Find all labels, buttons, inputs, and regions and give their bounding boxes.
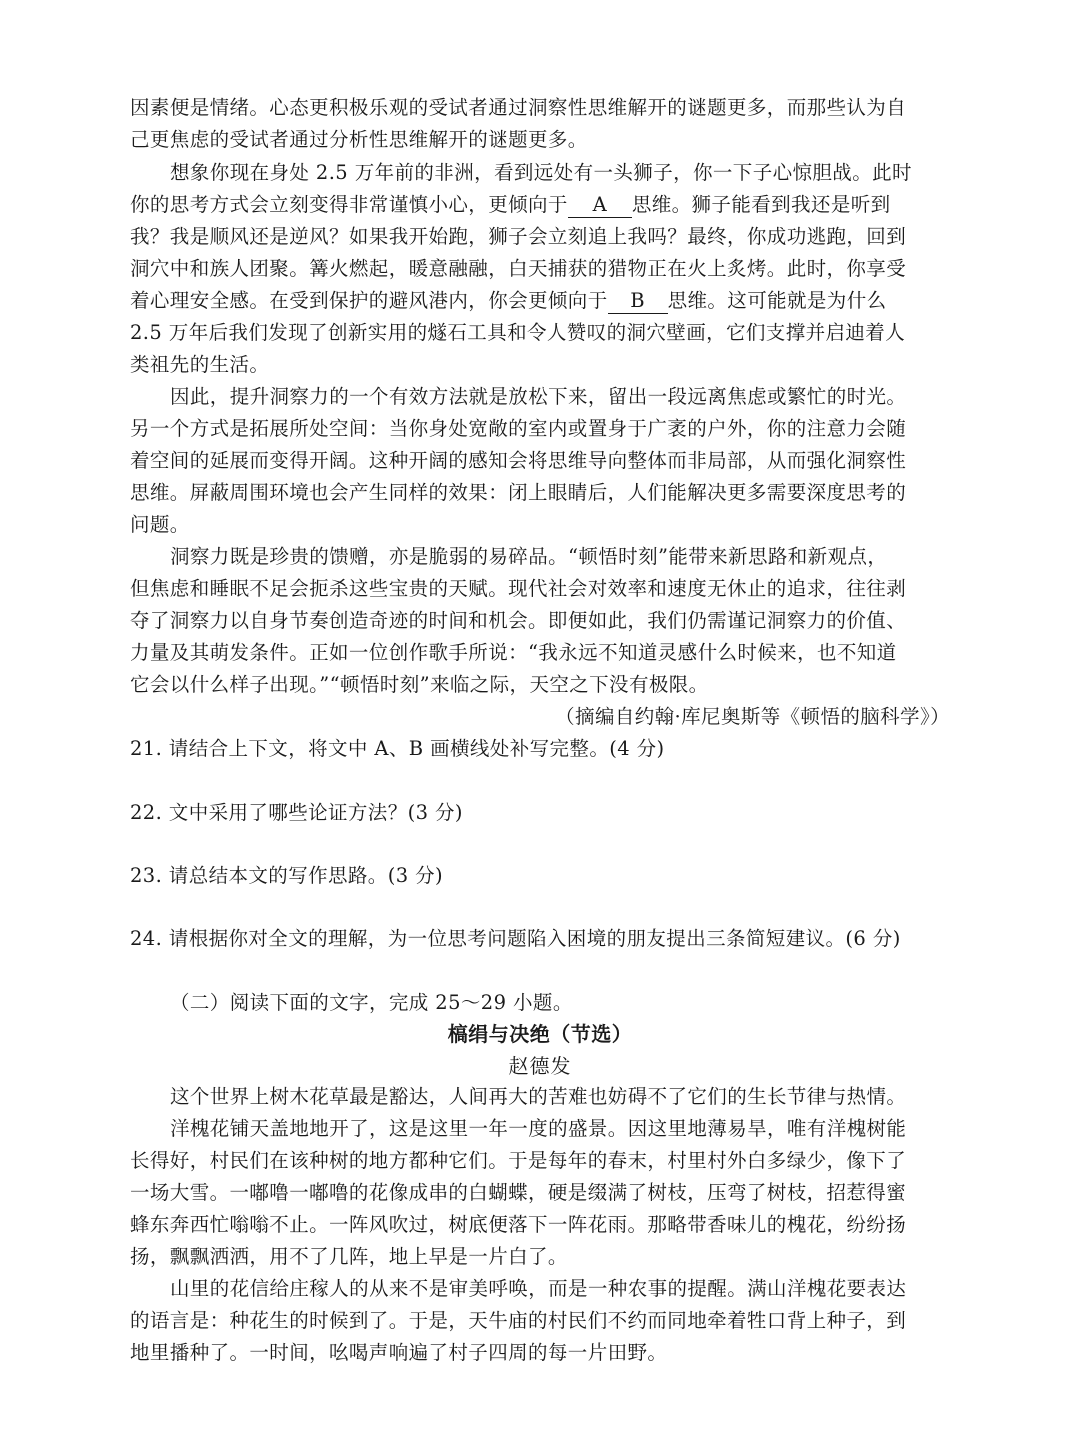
source-citation: （摘编自约翰·库尼奥斯等《顿悟的脑科学》）	[555, 705, 950, 728]
passage-line: 山里的花信给庄稼人的从来不是审美呼唤，而是一种农事的提醒。满山洋槐花要表达	[170, 1277, 907, 1300]
passage-line: 着空间的延展而变得开阔。这种开阔的感知会将思维导向整体而非局部，从而强化洞察性	[130, 449, 907, 472]
passage-line: 长得好，村民们在该种树的地方都种它们。于是每年的春末，村里村外白多绿少，像下了	[130, 1149, 907, 1172]
passage-author: 赵德发	[508, 1054, 572, 1078]
passage-line: 洞穴中和族人团聚。篝火燃起，暖意融融，白天捕获的猎物正在火上炙烤。此时，你享受	[130, 257, 907, 280]
passage-line: 另一个方式是拓展所处空间：当你身处宽敞的室内或置身于广袤的户外，你的注意力会随	[130, 417, 907, 440]
passage-line: 我？我是顺风还是逆风？如果我开始跑，狮子会立刻追上我吗？最终，你成功逃跑，回到	[130, 225, 907, 248]
passage-line: 因此，提升洞察力的一个有效方法就是放松下来，留出一段远离焦虑或繁忙的时光。	[170, 385, 907, 408]
passage-line: 但焦虑和睡眠不足会扼杀这些宝贵的天赋。现代社会对效率和速度无休止的追求，往往剥	[130, 577, 907, 600]
question-21: 21. 请结合上下文，将文中 A、B 画横线处补写完整。(4 分)	[130, 737, 665, 760]
passage-text: 思维。狮子能看到我还是听到	[631, 193, 891, 216]
passage-line: 它会以什么样子出现。”“顿悟时刻”来临之际，天空之下没有极限。	[130, 673, 709, 696]
section-instruction: （二）阅读下面的文字，完成 25～29 小题。	[170, 991, 573, 1014]
passage-line: 的语言是：种花生的时候到了。于是，天牛庙的村民们不约而同地牵着牲口背上种子，到	[130, 1309, 907, 1332]
passage-line-with-blank-b	[130, 289, 950, 314]
passage-line: 一场大雪。一嘟噜一嘟噜的花像成串的白蝴蝶，硬是缀满了树枝，压弯了树枝，招惹得蜜	[130, 1181, 907, 1204]
passage-line: 夺了洞察力以自身节奏创造奇迹的时间和机会。即便如此，我们仍需谨记洞察力的价值、	[130, 609, 907, 632]
passage-line: 类祖先的生活。	[130, 353, 270, 376]
passage-line: 扬，飘飘洒洒，用不了几阵，地上早是一片白了。	[130, 1245, 568, 1268]
passage-line: 洞察力既是珍贵的馈赠，亦是脆弱的易碎品。“顿悟时刻”能带来新思路和新观点，	[170, 545, 888, 568]
passage-line: 因素便是情绪。心态更积极乐观的受试者通过洞察性思维解开的谜题更多，而那些认为自	[130, 96, 907, 119]
passage-line: 洋槐花铺天盖地地开了，这是这里一年一度的盛景。因这里地薄易旱，唯有洋槐树能	[170, 1117, 907, 1140]
passage-line: 问题。	[130, 513, 190, 536]
passage-line: 己更焦虑的受试者通过分析性思维解开的谜题更多。	[130, 128, 588, 151]
passage-text: 你的思考方式会立刻变得非常谨慎小心，更倾向于	[130, 193, 568, 216]
question-24: 24. 请根据你对全文的理解，为一位思考问题陷入困境的朋友提出三条简短建议。(6 分)	[130, 927, 901, 950]
passage-line: 力量及其萌发条件。正如一位创作歌手所说：“我永远不知道灵感什么时候来，也不知道	[130, 641, 897, 664]
blank-b: B	[608, 289, 668, 314]
question-23: 23. 请总结本文的写作思路。(3 分)	[130, 864, 444, 887]
passage-line: 2.5 万年后我们发现了创新实用的燧石工具和令人赞叹的洞穴壁画，它们支撑并启迪着人	[130, 321, 906, 344]
passage-line-with-blank-a	[130, 193, 950, 218]
passage-line: 想象你现在身处 2.5 万年前的非洲，看到远处有一头狮子，你一下子心惊胆战。此时	[170, 161, 912, 184]
passage-text: 着心理安全感。在受到保护的避风港内，你会更倾向于	[130, 289, 608, 312]
question-22: 22. 文中采用了哪些论证方法？(3 分)	[130, 801, 463, 824]
passage-line: 地里播种了。一时间，吆喝声响遍了村子四周的每一片田野。	[130, 1341, 668, 1364]
passage-line: 蜂东奔西忙嗡嗡不止。一阵风吹过，树底便落下一阵花雨。那略带香味儿的槐花，纷纷扬	[130, 1213, 907, 1236]
passage-line: 思维。屏蔽周围环境也会产生同样的效果：闭上眼睛后，人们能解决更多需要深度思考的	[130, 481, 907, 504]
passage-title: 槁绢与决绝（节选）	[447, 1022, 633, 1046]
passage-text: 思维。这可能就是为什么	[667, 289, 887, 312]
blank-a: A	[568, 193, 632, 218]
passage-line: 这个世界上树木花草最是豁达，人间再大的苦难也妨碍不了它们的生长节律与热情。	[170, 1085, 907, 1108]
